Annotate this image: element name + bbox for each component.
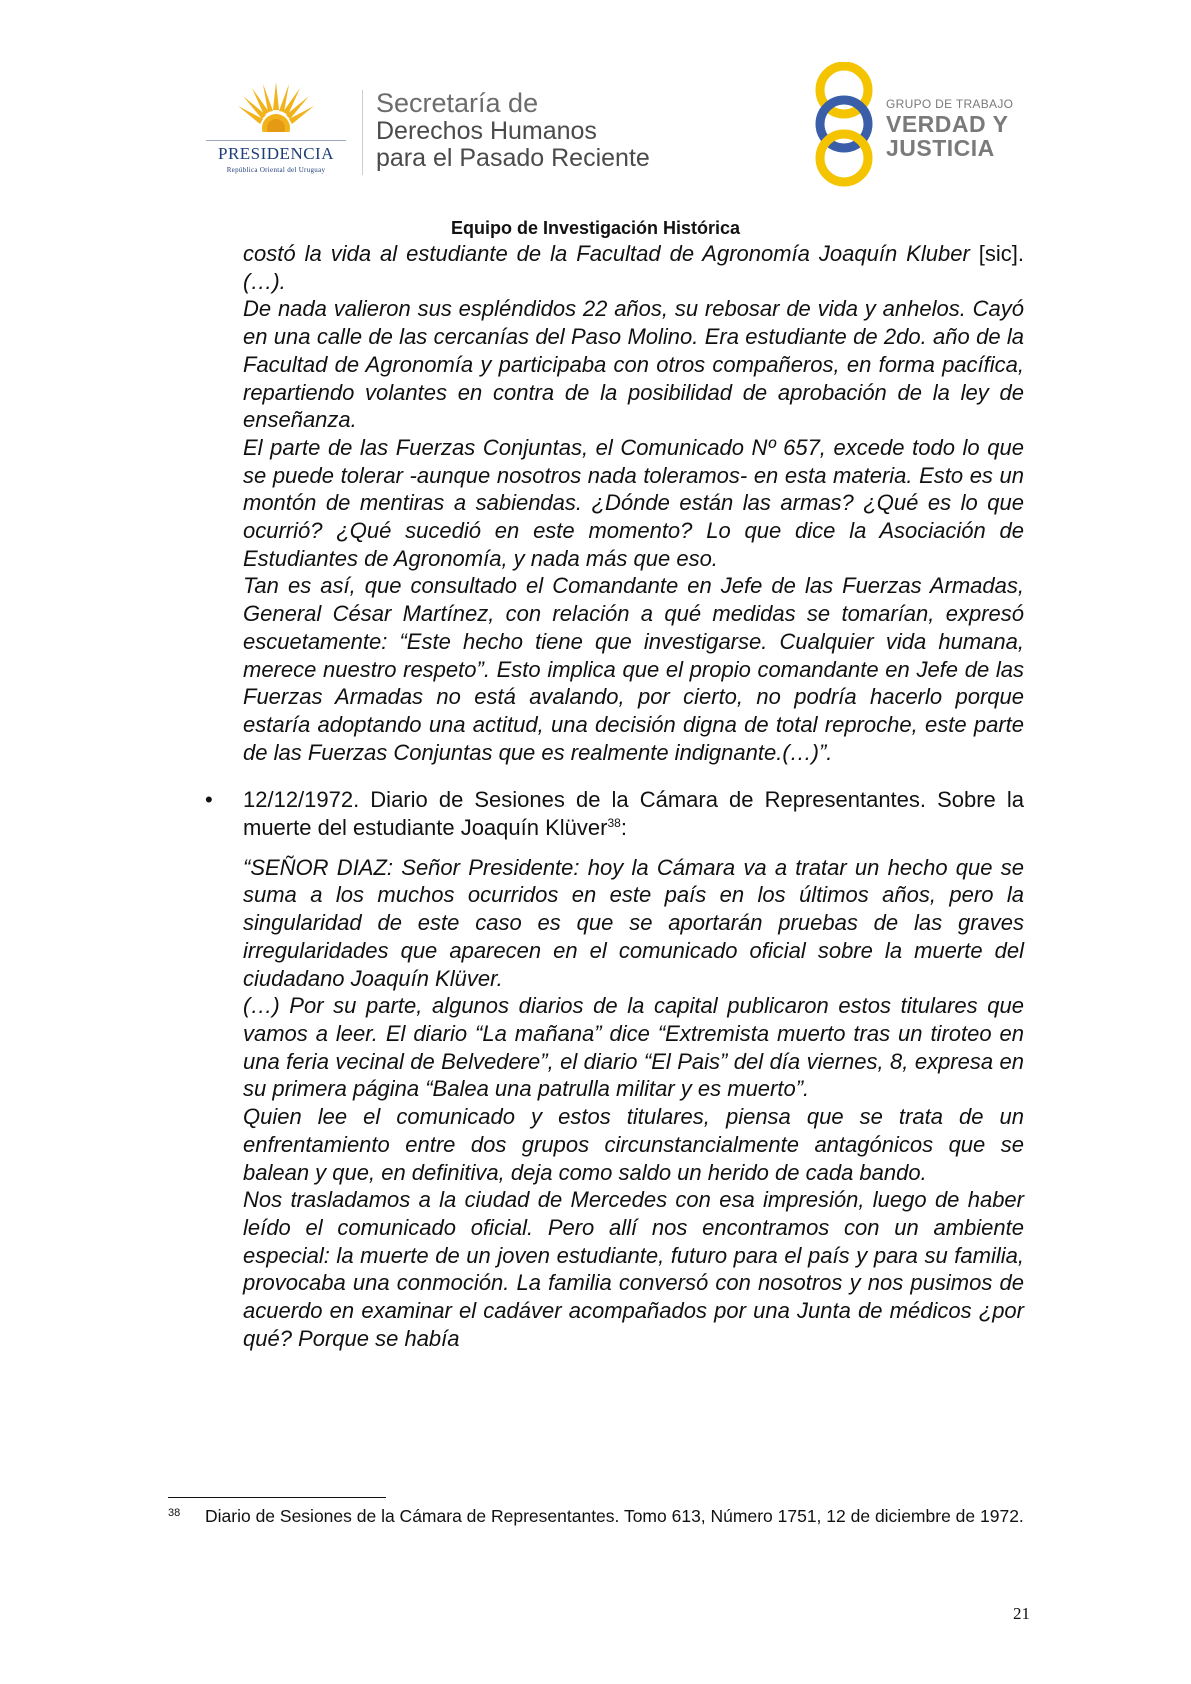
page-header xyxy=(0,0,1191,230)
linked-rings-icon xyxy=(810,62,880,187)
bullet-icon: • xyxy=(205,787,213,813)
quote-text: (…). xyxy=(243,268,286,294)
footnote-separator xyxy=(168,1497,386,1498)
sun-icon xyxy=(238,82,314,132)
footnote-ref[interactable]: 38 xyxy=(607,816,621,831)
team-title: Equipo de Investigación Histórica xyxy=(450,218,741,238)
list-item xyxy=(205,786,1024,841)
quote-paragraph: Tan es así, que consultado el Comandante en Jefe de las Fuerzas Armadas, General César Martínez, con relación a qué medidas se tomarían, expresó escuetamente: “Este hecho tiene que investigarse. Cualquier vida humana, merece nuestro respeto”. Esto implica que el propio comandante en Jefe de las Fuerzas Armadas no está avalando, por cierto, no podría hacerlo porque estaría adoptando una actitud, una decisión digna de total reproche, este parte de las Fuerzas Conjuntas que es realmente indignante.(…)”. xyxy=(243,573,1024,765)
secretaria-logo-text xyxy=(376,88,650,172)
quote-paragraph: “SEÑOR DIAZ: Señor Presidente: hoy la Cámara va a tratar un hecho que se suma a los muchos ocurridos en este país en los últimos años, pero la singularidad de este caso es que se aportarán pruebas de las graves irregularidades que aparecen en el comunicado oficial sobre la muerte del ciudadano Joaquín Klüver. xyxy=(243,854,1024,991)
grupo-label: GRUPO DE TRABAJO xyxy=(886,97,1014,111)
quote-paragraph: De nada valieron sus espléndidos 22 años, su rebosar de vida y anhelos. Cayó en una calle de las cercanías del Paso Molino. Era estudiante de 2do. año de la Facultad de Agronomía y participaba con otros compañeros, en forma pacífica, repartiendo volantes en contra de la posibilidad de aprobación de la ley de enseñanza. xyxy=(243,296,1024,433)
quote-paragraph: El parte de las Fuerzas Conjuntas, el Comunicado Nº 657, excede todo lo que se puede tolerar -aunque nosotros nada toleramos- en esta materia. Esto es un montón de mentiras a sabiendas. ¿Dónde están las armas? ¿Qué es lo que ocurrió? ¿Qué sucedió en este momento? Lo que dice la Asociación de Estudiantes de Agronomía, y nada más que eso. xyxy=(243,434,1024,571)
presidencia-logo xyxy=(196,78,356,178)
quote-paragraph: (…) Por su parte, algunos diarios de la capital publicaron estos titulares que vamos a leer. El diario “La mañana” dice “Extremista muerto tras un tiroteo en una feria vecinal de Belvedere”, el diario “El Pais” del día viernes, 8, expresa en su primera página “Balea una patrulla militar y es muerto”. xyxy=(243,993,1024,1102)
secretaria-line-1: Secretaría de xyxy=(376,88,539,118)
grupo-title-line-1: VERDAD Y xyxy=(886,111,1009,137)
bullet-colon: : xyxy=(620,815,627,841)
bullet-text-body: 12/12/1972. Diario de Sesiones de la Cámara de Representantes. Sobre la muerte del estudiante Joaquín Klüver xyxy=(243,787,1024,841)
footnote-number: 38 xyxy=(168,1507,181,1519)
sic-marker: [sic]. xyxy=(978,241,1024,266)
presidencia-subtitle: República Oriental del Uruguay xyxy=(226,166,326,174)
grupo-title-line-2: JUSTICIA xyxy=(886,135,995,161)
secretaria-line-2: Derechos Humanos xyxy=(376,117,597,145)
document-body xyxy=(205,240,1024,1352)
quote-paragraph xyxy=(243,240,1024,295)
presidencia-name: PRESIDENCIA xyxy=(217,144,334,163)
grupo-title xyxy=(886,112,1008,160)
secretaria-line-3: para el Pasado Reciente xyxy=(376,144,650,172)
quote-text: costó la vida al estudiante de la Facultad de Agronomía Joaquín Kluber xyxy=(243,241,979,266)
presidencia-rule xyxy=(206,140,346,141)
quote-paragraph: Nos trasladamos a la ciudad de Mercedes con esa impresión, luego de haber leído el comunicado oficial. Pero allí nos encontramos con un ambiente especial: la muerte de un joven estudiante, futuro para el país y para su familia, provocaba una conmoción. La familia conversó con nosotros y nos pusimos de acuerdo en examinar el cadáver acompañados por una Junta de médicos ¿por qué? Porque se había xyxy=(243,1187,1024,1351)
footnote xyxy=(168,1505,1024,1528)
page-number: 21 xyxy=(1013,1604,1030,1623)
header-divider xyxy=(362,90,363,175)
bullet-text xyxy=(243,786,1024,841)
quote-paragraph: Quien lee el comunicado y estos titulares, piensa que se trata de un enfrentamiento entre dos grupos circunstancialmente antagónicos que se balean y que, en definitiva, deja como saldo un herido de cada bando. xyxy=(243,1104,1024,1185)
footnote-text: Diario de Sesiones de la Cámara de Representantes. Tomo 613, Número 1751, 12 de diciembre de 1972. xyxy=(205,1506,1024,1526)
grupo-verdad-justicia-logo xyxy=(810,62,1030,187)
